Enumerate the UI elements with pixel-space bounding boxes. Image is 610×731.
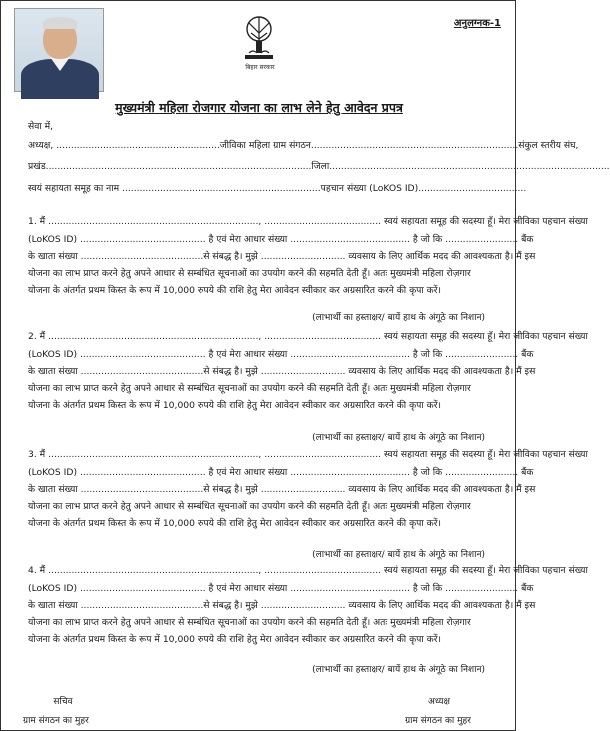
applicant-4-line-5: योजना के अंतर्गत प्रथम किस्त के रूप में 10,000 रुपये की राशि हेतु मेरा आवेदन स्वीकार कर अग्रसारित करने की कृपा करें। bbox=[28, 634, 441, 645]
applicant-3-line-3: के खाता संख्या ..........................................से संबद्ध है। मुझे ............................. व्यवसाय के लिए आर्थिक मदद की आवश्यकता है। मैं इस bbox=[28, 484, 536, 495]
chief-minister-photo bbox=[14, 8, 104, 92]
emblem-caption: बिहार सरकार bbox=[245, 64, 275, 71]
applicant-4-signature: (लाभार्थी का हस्ताक्षर/ बायें हाथ के अंगूठे का निशान) bbox=[312, 665, 485, 675]
applicant-3-line-4: योजना का लाभ प्राप्त करने हेतु अपने आधार से सम्बंधित सूचनाओं का उपयोग करने की सहमति देती हूँ। अतः मुख्यमंत्री महिला रोज़गार bbox=[28, 501, 471, 512]
applicant-1-signature: (लाभार्थी का हस्ताक्षर/ बायें हाथ के अंगूठे का निशान) bbox=[312, 313, 485, 323]
form-title: मुख्यमंत्री महिला रोजगार योजना का लाभ लेने हेतु आवेदन प्रपत्र bbox=[115, 100, 403, 115]
applicant-4-line-4: योजना का लाभ प्राप्त करने हेतु अपने आधार से सम्बंधित सूचनाओं का उपयोग करने की सहमति देती हूँ। अतः मुख्यमंत्री महिला रोज़गार bbox=[28, 617, 471, 628]
president-title: अध्यक्ष bbox=[428, 697, 450, 707]
applicant-3-signature: (लाभार्थी का हस्ताक्षर/ बायें हाथ के अंगूठे का निशान) bbox=[312, 550, 485, 560]
applicant-3-line-2: (LoKOS ID) ........................................... है एवं मेरा आधार संख्या ......................................... है जो कि ......................... बैंक bbox=[28, 467, 534, 478]
applicant-2-line-5: योजना के अंतर्गत प्रथम किस्त के रूप में 10,000 रुपये की राशि हेतु मेरा आवेदन स्वीकार कर अग्रसारित करने की कृपा करें। bbox=[28, 400, 441, 411]
applicant-2-line-4: योजना का लाभ प्राप्त करने हेतु अपने आधार से सम्बंधित सूचनाओं का उपयोग करने की सहमति देती हूँ। अतः मुख्यमंत्री महिला रोज़गार bbox=[28, 383, 471, 394]
address-line-1: अध्यक्ष, ........................................................जीविका महिला ग्राम संगठन.......................................................................संकुल स्तरीय संघ, bbox=[28, 140, 579, 151]
applicant-1-line-5: योजना के अंतर्गत प्रथम किस्त के रूप में 10,000 रुपये की राशि हेतु मेरा आवेदन स्वीकार कर अग्रसारित करने की कृपा करें। bbox=[28, 285, 441, 296]
salutation: सेवा में, bbox=[28, 121, 54, 132]
applicant-2-line-2: (LoKOS ID) ........................................... है एवं मेरा आधार संख्या ......................................... है जो कि ......................... बैंक bbox=[28, 349, 534, 360]
applicant-1-line-4: योजना का लाभ प्राप्त करने हेतु अपने आधार से सम्बंधित सूचनाओं का उपयोग करने की सहमति देती हूँ। अतः मुख्यमंत्री महिला रोज़गार bbox=[28, 268, 471, 279]
president-seal-label: ग्राम संगठन का मुहर bbox=[405, 716, 471, 726]
applicant-4-line-1: 4. मैं ........................................................................, ........................................ स्वयं सहायता समूह की सदस्या हूँ। मेरा जीविका पहचान संख्या bbox=[28, 565, 588, 576]
address-line-2: प्रखंड...........................................................................................जिला................................................................................................ bbox=[28, 161, 610, 172]
applicant-3-line-5: योजना के अंतर्गत प्रथम किस्त के रूप में 10,000 रुपये की राशि हेतु मेरा आवेदन स्वीकार कर अग्रसारित करने की कृपा करें। bbox=[28, 518, 441, 529]
applicant-1-line-1: 1. मैं ........................................................................, ........................................ स्वयं सहायता समूह की सदस्या हूँ। मेरा जीविका पहचान संख्या bbox=[28, 216, 588, 227]
address-line-3: स्वयं सहायता समूह का नाम ....................................................................पहचान संख्या (LoKOS ID)..................................... bbox=[28, 183, 527, 194]
applicant-2-line-1: 2. मैं ........................................................................, ........................................ स्वयं सहायता समूह की सदस्या हूँ। मेरा जीविका पहचान संख्या bbox=[28, 331, 588, 342]
applicant-4-line-2: (LoKOS ID) ........................................... है एवं मेरा आधार संख्या ......................................... है जो कि ......................... बैंक bbox=[28, 583, 534, 594]
applicant-2-signature: (लाभार्थी का हस्ताक्षर/ बायें हाथ के अंगूठे का निशान) bbox=[312, 433, 485, 443]
bihar-government-emblem-icon bbox=[239, 13, 279, 63]
applicant-3-line-1: 3. मैं ........................................................................, ........................................ स्वयं सहायता समूह की सदस्या हूँ। मेरा जीविका पहचान संख्या bbox=[28, 449, 588, 460]
secretary-title: सचिव bbox=[53, 697, 73, 707]
applicant-2-line-3: के खाता संख्या ..........................................से संबद्ध है। मुझे ............................. व्यवसाय के लिए आर्थिक मदद की आवश्यकता है। मैं इस bbox=[28, 366, 536, 377]
applicant-4-line-3: के खाता संख्या ..........................................से संबद्ध है। मुझे ............................. व्यवसाय के लिए आर्थिक मदद की आवश्यकता है। मैं इस bbox=[28, 600, 536, 611]
secretary-seal-label: ग्राम संगठन का मुहर bbox=[23, 716, 89, 726]
applicant-1-line-3: के खाता संख्या ..........................................से संबद्ध है। मुझे ............................. व्यवसाय के लिए आर्थिक मदद की आवश्यकता है। मैं इस bbox=[28, 251, 536, 262]
annexure-label: अनुलग्नक-1 bbox=[453, 18, 501, 29]
applicant-1-line-2: (LoKOS ID) ........................................... है एवं मेरा आधार संख्या ......................................... है जो कि ......................... बैंक bbox=[28, 234, 534, 245]
